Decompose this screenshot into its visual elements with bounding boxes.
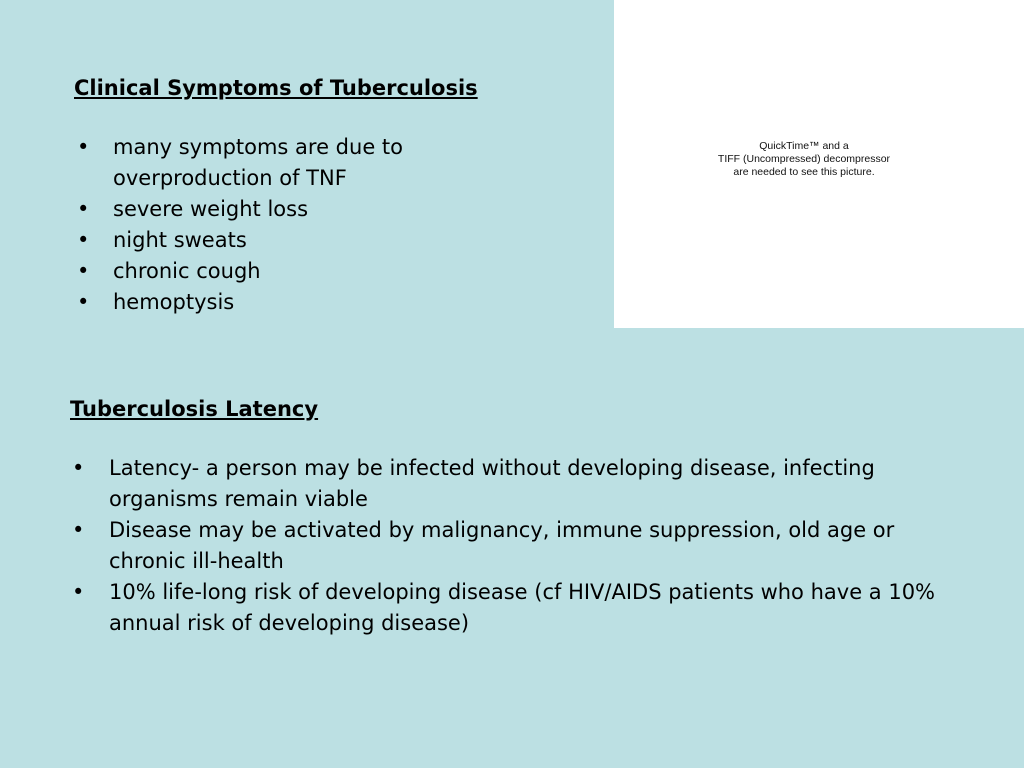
list-item-text: night sweats	[113, 228, 247, 253]
placeholder-message	[614, 140, 994, 179]
list-item	[74, 225, 534, 256]
list-item-text: 10% life-long risk of developing disease (cf HIV/AIDS patients who have a 10% annual risk of developing disease)	[109, 580, 936, 636]
placeholder-line: TIFF (Uncompressed) decompressor	[717, 153, 891, 165]
list-item	[74, 132, 534, 194]
symptoms-list	[74, 132, 534, 318]
image-placeholder	[614, 0, 1024, 328]
latency-heading: Tuberculosis Latency	[70, 397, 319, 421]
latency-list	[70, 453, 970, 639]
list-item-text: severe weight loss	[113, 197, 309, 222]
bullet-icon: •	[77, 197, 90, 222]
placeholder-line: are needed to see this picture.	[733, 166, 875, 178]
list-item-text: hemoptysis	[113, 290, 235, 315]
symptoms-heading: Clinical Symptoms of Tuberculosis	[74, 76, 478, 100]
placeholder-line: QuickTime™ and a	[759, 140, 849, 152]
list-item	[70, 453, 970, 515]
bullet-icon: •	[72, 456, 85, 481]
list-item	[70, 515, 970, 577]
list-item	[70, 577, 970, 639]
list-item	[74, 287, 534, 318]
list-item-text: chronic cough	[113, 259, 261, 284]
list-item-text: Latency- a person may be infected without developing disease, infecting organisms remain viable	[109, 456, 875, 512]
bullet-icon: •	[72, 580, 85, 605]
bullet-icon: •	[77, 290, 90, 315]
latency-section	[70, 397, 970, 639]
list-item	[74, 194, 534, 225]
bullet-icon: •	[77, 135, 90, 160]
list-item-text: many symptoms are due to overproduction of TNF	[113, 135, 404, 191]
bullet-icon: •	[72, 518, 85, 543]
symptoms-section	[74, 76, 534, 318]
list-item-text: Disease may be activated by malignancy, immune suppression, old age or chronic ill-health	[109, 518, 895, 574]
bullet-icon: •	[77, 259, 90, 284]
bullet-icon: •	[77, 228, 90, 253]
list-item	[74, 256, 534, 287]
